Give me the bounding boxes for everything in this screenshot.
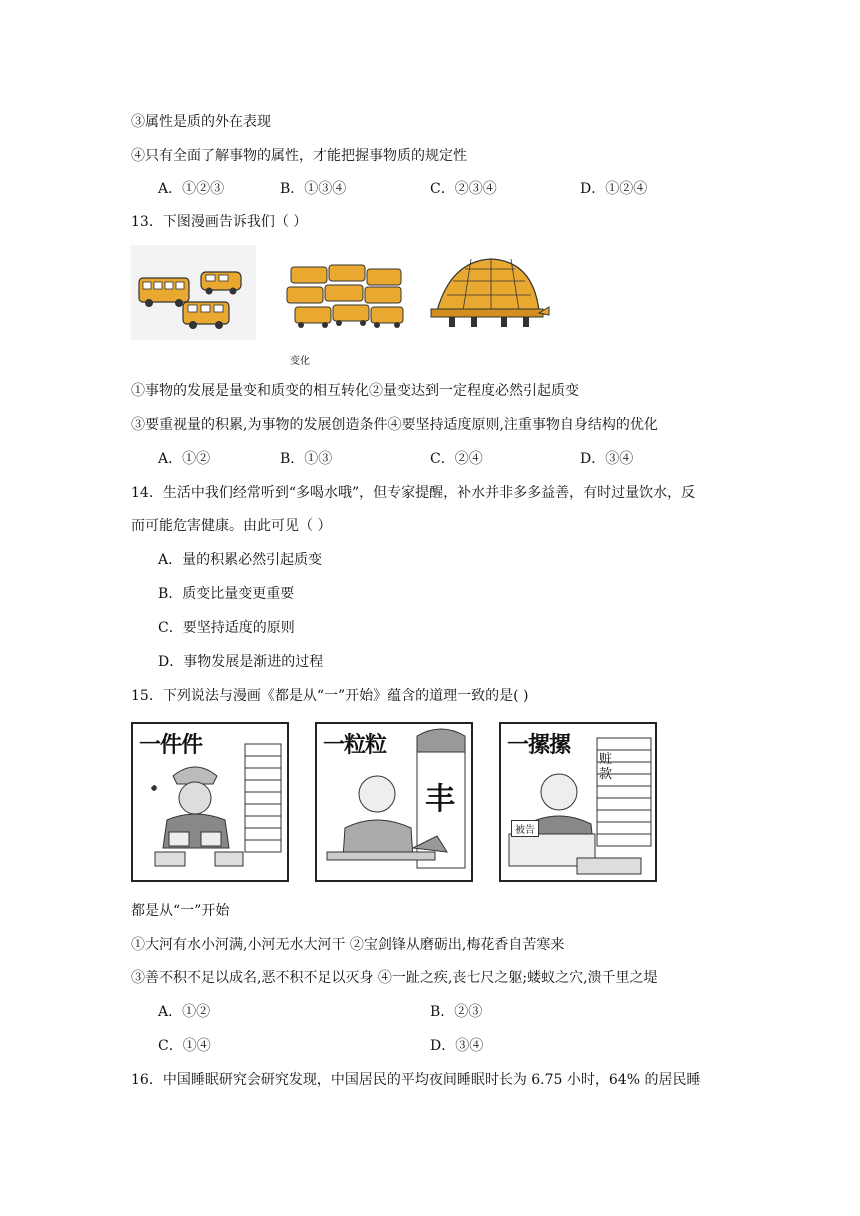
defendant-tag: 被告 [511,820,539,837]
q15-stem: 15．下列说法与漫画《都是从“一”开始》蕴含的道理一致的是( ) [131,688,529,704]
stolen-money-sign: 赃款 [599,752,613,782]
q15-comic-caption: 都是从“一”开始 [131,903,230,919]
q14-stem-line2: 而可能危害健康。由此可见（ ） [131,518,332,534]
q13-option-d: D．③④ [580,451,634,467]
q12-option-b: B．①③④ [280,181,347,197]
bricklayer-illustration [133,724,287,880]
defendant-money-illustration [501,724,655,880]
q15-option-d: D．③④ [430,1038,484,1054]
q15-items-1-2: ①大河有水小河满,小河无水大河干 ②宝剑锋从磨砺出,梅花香自苦寒来 [131,937,565,953]
granary-sign: 丰 [425,782,455,817]
q12-option-a: A．①②③ [158,181,225,197]
comic-panel-title: 一摞摞 [507,733,571,758]
q14-stem-line1: 14．生活中我们经常听到“多喝水哦”，但专家提醒，补水并非多多益善，有时过量饮水，反 [131,485,696,501]
q14-option-d: D．事物发展是渐进的过程 [158,654,324,670]
comic-panel-stack-by-stack [499,722,657,882]
q13-stem: 13．下图漫画告诉我们（ ） [131,214,308,230]
q12-item3: ③属性是质的外在表现 [131,114,271,130]
q12-option-c: C．②③④ [430,181,497,197]
q12-option-d: D．①②④ [580,181,648,197]
q13-comic-caption: 变化 [290,356,310,367]
q13-items-1-2: ①事物的发展是量变和质变的相互转化②量变达到一定程度必然引起质变 [131,383,579,399]
comic-panel-title: 一件件 [139,733,203,758]
comic-panel-one-by-one [131,722,289,882]
q15-option-c: C．①④ [158,1038,211,1054]
q12-item4: ④只有全面了解事物的属性，才能把握事物质的规定性 [131,148,467,164]
traffic-comic [131,245,551,345]
q14-option-c: C．要坚持适度的原则 [158,620,295,636]
q13-option-c: C．②④ [430,451,483,467]
q15-option-a: A．①② [158,1004,211,1020]
q13-items-3-4: ③要重视量的积累,为事物的发展创造条件④要坚持适度原则,注重事物自身结构的优化 [131,417,658,433]
comic-panel-title: 一粒粒 [323,733,387,758]
q13-option-b: B．①③ [280,451,333,467]
comic-panel-grain-by-grain [315,722,473,882]
q16-stem: 16．中国睡眠研究会研究发现，中国居民的平均夜间睡眠时长为 6.75 小时，64% 的居民睡 [131,1072,701,1088]
q14-option-b: B．质变比量变更重要 [158,586,295,602]
q13-option-a: A．①② [158,451,211,467]
q15-option-b: B．②③ [430,1004,483,1020]
q15-items-3-4: ③善不积不足以成名,恶不积不足以灭身 ④一趾之疾,丧七尺之躯;蝼蚁之穴,溃千里之堤 [131,970,658,986]
traffic-comic-illustration [131,245,551,345]
q14-option-a: A．量的积累必然引起质变 [158,552,323,568]
